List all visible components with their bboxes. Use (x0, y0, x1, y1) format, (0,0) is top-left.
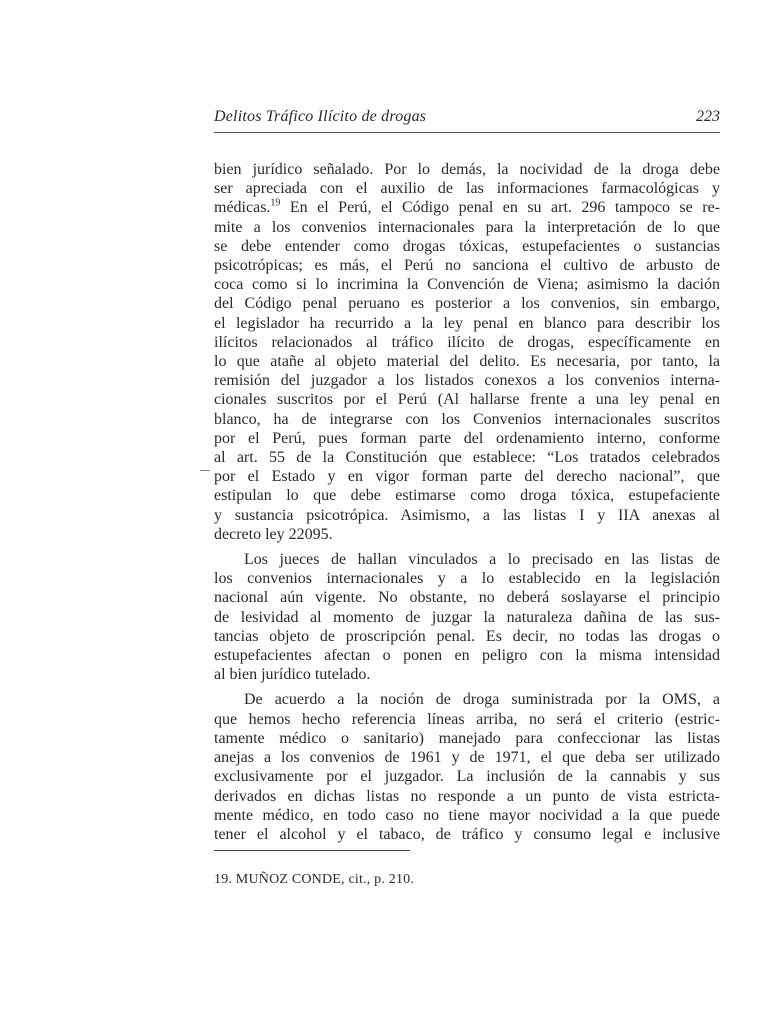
page-number: 223 (696, 108, 720, 125)
text-line: tancias objeto de proscripción penal. Es decir, no todas las drogas o (214, 627, 720, 645)
text-line: ser apreciada con el auxilio de las informaciones farmacológicas y (214, 180, 720, 198)
header-rule (214, 132, 720, 133)
text-line: de lesividad al momento de juzgar la naturaleza dañina de las sus- (214, 608, 720, 626)
text-line: anejas a los convenios de 1961 y de 1971, el que deba ser utilizado (214, 749, 720, 767)
footnote-reference: 19 (270, 198, 281, 210)
text-line: mite a los convenios internacionales para la interpretación de lo que (214, 218, 720, 236)
text-line: estupefacientes afectan o ponen en peligro con la misma intensidad (214, 647, 720, 665)
text-line: por el Perú, pues forman parte del ordenamiento interno, conforme (214, 429, 720, 447)
text-fragment: médicas. (214, 199, 271, 217)
text-fragment: En el Perú, el Código penal en su art. 296 tampoco se re- (280, 199, 720, 217)
text-line: por el Estado y en vigor forman parte del derecho nacional”, que (214, 468, 720, 486)
text-line: nacional aún vigente. No obstante, no deberá soslayarse el principio (214, 589, 720, 607)
paragraph-3 (214, 690, 720, 844)
text-line: estipulan lo que debe estimarse como droga tóxica, estupefaciente (214, 487, 720, 505)
text-line: ilícitos relacionados al tráfico ilícito de drogas, específicamente en (214, 333, 720, 351)
text-line: cionales suscritos por el Perú (Al hallarse frente a una ley penal en (214, 391, 720, 409)
paragraph-2 (214, 550, 720, 684)
text-line: se debe entender como drogas tóxicas, estupefacientes o sustancias (214, 237, 720, 255)
text-line: del Código penal peruano es posterior a los convenios, sin embargo, (214, 295, 720, 313)
text-line: remisión del juzgador a los listados conexos a los convenios interna- (214, 372, 720, 390)
text-line: los convenios internacionales y a lo establecido en la legislación (214, 570, 720, 588)
text-line-with-footnote (214, 198, 720, 217)
paragraph-1 (214, 160, 720, 544)
running-header (214, 108, 720, 138)
text-line: que hemos hecho referencia líneas arriba, no será el criterio (estric- (214, 710, 720, 728)
text-line: De acuerdo a la noción de droga suministrada por la OMS, a (244, 691, 720, 709)
text-line: decreto ley 22095. (214, 525, 333, 543)
text-line: mente médico, en todo caso no tiene mayor nocividad a la que puede (214, 806, 720, 824)
text-line: al bien jurídico tutelado. (214, 666, 371, 684)
text-line: tener el alcohol y el tabaco, de tráfico y consumo legal e inclusive (214, 825, 720, 843)
text-line: coca como si lo incrimina la Convención de Viena; asimismo la dación (214, 276, 720, 294)
text-line: exclusivamente por el juzgador. La inclusión de la cannabis y sus (214, 768, 720, 786)
running-title: Delitos Tráfico Ilícito de drogas (214, 108, 427, 125)
text-line: y sustancia psicotrópica. Asimismo, a las listas I y IIA anexas al (214, 506, 720, 524)
text-line: Los jueces de hallan vinculados a lo precisado en las listas de (244, 551, 720, 569)
text-line: tamente médico o sanitario) manejado para confeccionar las listas (214, 729, 720, 747)
text-line: lo que atañe al objeto material del delito. Es necesaria, por tanto, la (214, 353, 720, 371)
text-line: el legislador ha recurrido a la ley penal en blanco para describir los (214, 314, 720, 332)
body-text (214, 160, 720, 850)
margin-mark (200, 470, 210, 471)
footnote-rule (214, 850, 410, 851)
text-line: psicotrópicas; es más, el Perú no sanciona el cultivo de arbusto de (214, 257, 720, 275)
text-line: blanco, ha de integrarse con los Convenios internacionales suscritos (214, 410, 720, 428)
footnote: 19. MUÑOZ CONDE, cit., p. 210. (214, 872, 415, 887)
text-line: al art. 55 de la Constitución que establece: “Los tratados celebrados (214, 449, 720, 467)
text-line: derivados en dichas listas no responde a un punto de vista estricta- (214, 787, 720, 805)
text-line: bien jurídico señalado. Por lo demás, la nocividad de la droga debe (214, 161, 720, 178)
